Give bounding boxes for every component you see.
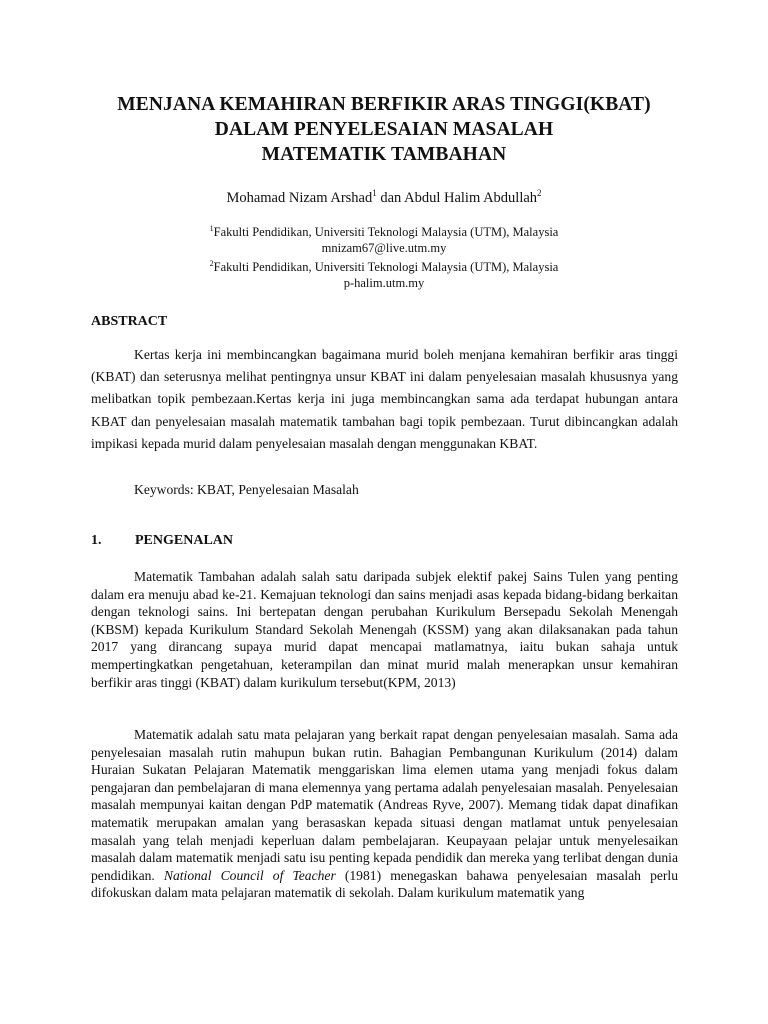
title-line-1: MENJANA KEMAHIRAN BERFIKIR ARAS TINGGI(KBAT) xyxy=(117,94,651,115)
author-2-affiliation-mark: 2 xyxy=(537,188,542,198)
affiliation-2 xyxy=(60,256,708,276)
affiliation-1-text: Fakulti Pendidikan, Universiti Teknologi Malaysia (UTM), Malaysia xyxy=(213,225,559,239)
keywords: Keywords: KBAT, Penyelesaian Masalah xyxy=(134,482,359,497)
affiliation-2-email: p-halim.utm.my xyxy=(343,275,425,290)
paragraph-2-text-a: Matematik adalah satu mata pelajaran yang berkait rapat dengan penyelesaian masalah. Sama ada penyelesaian masalah rutin mahupun bukan rutin. Bahagian Pembangunan Kurikulum (2014) dalam Huraian Sukatan Pelajaran Matematik menggariskan lima elemen utama yang menjadi fokus dalam pengajaran dan pembelajaran di mana elemennya yang pertama adalah penyelesaian masalah. Penyelesaian masalah mempunyai kaitan dengan PdP matematik (Andreas Ryve, 2007). Memang tidak dapat dinafikan matematik merupakan amalan yang berasaskan kepada situasi dengan matlamat untuk penyelesaian masalah yang telah menjadi keperluan dalam pembelajaran. Keupayaan pelajar untuk menyelesaikan masalah dalam matematik menjadi satu isu penting kepada pendidik dan mereka yang terlibat dengan dunia pendidikan. xyxy=(91,727,678,883)
author-1-affiliation-mark: 1 xyxy=(372,188,377,198)
affiliations xyxy=(60,221,708,291)
paragraph-2-text-b: (1981) menegaskan bahawa penyelesaian masalah perlu difokuskan dalam mata pelajaran matematik di sekolah. Dalam kurikulum matematik yang xyxy=(91,867,678,901)
section-title: PENGENALAN xyxy=(135,533,234,548)
paragraph-2-italic-citation: National Council of Teacher xyxy=(163,867,336,883)
title-line-3: MATEMATIK TAMBAHAN xyxy=(261,144,507,165)
section-number: 1. xyxy=(91,533,102,548)
paragraph-1: Matematik Tambahan adalah salah satu daripada subjek elektif pakej Sains Tulen yang penting dalam era menuju abad ke-21. Kemajuan teknologi dan sains menjadi asas kepada bidang-bidang berkaitan dengan teknologi sains. Ini bertepatan dengan perubahan Kurikulum Bersepadu Sekolah Menengah (KBSM) kepada Kurikulum Standard Sekolah Menengah (KSSM) yang akan dilaksanakan pada tahun 2017 yang dirancang supaya murid dapat mencapai matlamatnya, iaitu bukan sahaja untuk mempertingkatkan pengetahuan, keterampilan dan minat murid malah menerapkan unsur kemahiran berfikir aras tinggi (KBAT) dalam kurikulum tersebut(KPM, 2013) xyxy=(91,569,678,690)
affiliation-1-email: mnizam67@live.utm.my xyxy=(321,240,447,255)
affiliation-1 xyxy=(60,221,708,241)
author-line xyxy=(60,184,708,207)
abstract-body: Kertas kerja ini membincangkan bagaimana murid boleh menjana kemahiran berfikir aras tinggi (KBAT) dan seterusnya melihat pentingnya unsur KBAT ini dalam penyelesaian masalah khususnya yang melibatkan topik pembezaan.Kertas kerja ini juga membincangkan sama ada terdapat hubungan antara KBAT dan penyelesaian masalah matematik tambahan bagi topik pembezaan. Turut dibincangkan adalah impikasi kepada murid dalam penyelesaian masalah dengan menggunakan KBAT. xyxy=(91,347,678,451)
paper-title xyxy=(60,92,708,167)
title-line-2: DALAM PENYELESAIAN MASALAH xyxy=(214,119,554,140)
author-1-name: Mohamad Nizam Arshad xyxy=(226,190,373,206)
affiliation-1-mark: 1 xyxy=(209,224,214,233)
section-heading xyxy=(91,532,233,550)
abstract-heading: ABSTRACT xyxy=(91,314,168,329)
paragraph-2 xyxy=(91,726,678,926)
affiliation-2-mark: 2 xyxy=(209,259,214,268)
author-connector: dan xyxy=(376,190,405,206)
author-2-name: Abdul Halim Abdullah xyxy=(404,190,538,206)
affiliation-2-text: Fakulti Pendidikan, Universiti Teknologi Malaysia (UTM), Malaysia xyxy=(213,260,559,274)
